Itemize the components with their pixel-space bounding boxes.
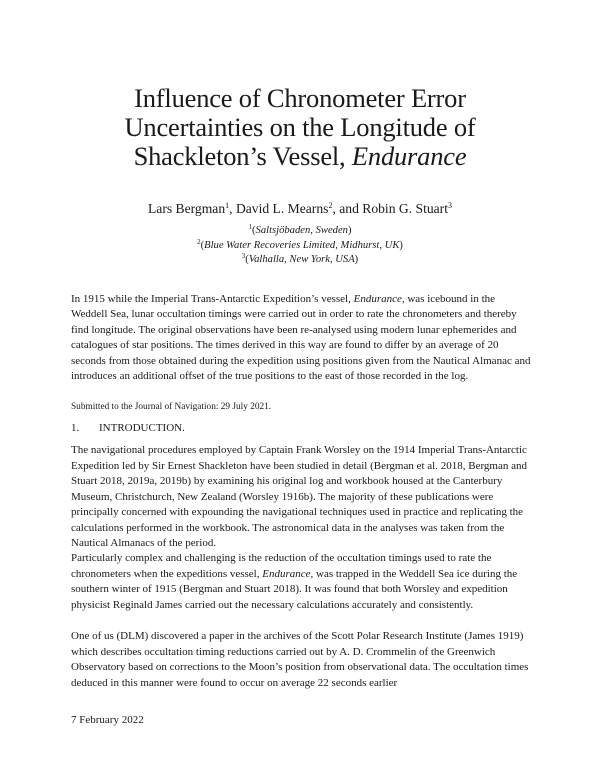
section-number: 1.: [71, 422, 80, 434]
author-2-mark: 2: [328, 201, 333, 210]
footer-date: 7 February 2022: [71, 714, 144, 726]
paren-open: (: [252, 225, 256, 236]
author-separator: ,: [229, 201, 236, 216]
abstract: [71, 292, 531, 384]
paren-open: (: [245, 254, 249, 265]
submission-note: Submitted to the Journal of Navigation: 29 July 2021.: [71, 402, 272, 412]
author-3: Robin G. Stuart: [362, 201, 448, 216]
affiliation-1: [60, 224, 540, 239]
paragraph-2-end: , was trapped in the Weddell Sea ice during the southern winter of 1915 (Bergman and Stuart 2018). It was found that both Worsley and expedition physicist Reginald James carried out the necessary calculations accurately and consistently.: [71, 567, 518, 611]
title-line-3-text: Shackleton’s Vessel,: [133, 141, 352, 171]
author-3-mark: 3: [447, 201, 452, 210]
paragraph-2: [71, 551, 531, 613]
paragraph-1: The navigational procedures employed by Captain Frank Worsley on the 1914 Imperial Trans-Antarctic Expedition led by Sir Ernest Shackleton have been studied in detail (Bergman et al. 2018, Bergman and Stuart 2018, 2019a, 2019b) by examining his original log and workbook housed at the Canterbury Museum, Christchurch, New Zealand (Worsley 1916b). The majority of these publications were principally concerned with expounding the navigational techniques used in practice and replicating the calculations performed in the workbook. The astronomical data in the analyses was taken from the Nautical Almanacs of the period.: [71, 444, 527, 549]
section-title: INTRODUCTION.: [99, 422, 185, 434]
title-line-1: Influence of Chronometer Error: [134, 83, 466, 113]
affiliations: [60, 224, 540, 268]
author-1-mark: 1: [225, 201, 230, 210]
author-2: David L. Mearns: [235, 201, 329, 216]
paren-open: (: [200, 239, 205, 251]
title-line-3: [60, 142, 540, 171]
affiliation-3: [60, 253, 540, 268]
vessel-name: Endurance: [353, 293, 402, 305]
paren-close: ): [354, 254, 359, 265]
affiliation-text: Blue Water Recoveries Limited, Midhurst, UK: [204, 239, 400, 251]
paren-close: ): [399, 239, 403, 251]
affiliation-mark: 3: [241, 252, 246, 260]
vessel-name: Endurance: [351, 141, 467, 171]
affiliation-mark: 2: [197, 237, 201, 246]
author-separator: , and: [332, 201, 363, 216]
section-heading: [71, 421, 185, 436]
affiliation-mark: 1: [248, 223, 253, 231]
abstract-text-end: , was icebound in the Weddell Sea, lunar occultation timings were carried out in order to rate the chronometers and thereby find longitude. The original observations have been re-analysed using modern lunar ephemerides and catalogues of star positions. The times derived in this way are found to differ by an average of 20 seconds from those obtained during the expedition using positions given from the Nautical Almanac and introduces an additional offset of the true positions to the east of those recorded in the log.: [71, 293, 531, 383]
paper-title: [60, 84, 540, 171]
paragraph-3: One of us (DLM) discovered a paper in the archives of the Scott Polar Research Institute (James 1919) which describes occultation timing reductions carried out by A. D. Crommelin of the Greenwich Observatory based on corrections to the Moon’s position from observational data. The occultation times deduced in this manner were found to occur on average 22 seconds earlier: [71, 630, 529, 689]
abstract-text-start: In 1915 while the Imperial Trans-Antarctic Expedition’s vessel,: [71, 293, 354, 305]
author-list: [60, 201, 540, 217]
affiliation-text: Valhalla, New York, USA: [248, 254, 355, 265]
vessel-name: Endurance: [262, 567, 311, 580]
affiliation-2: [60, 239, 540, 254]
affiliation-text: Saltsjöbaden, Sweden: [255, 225, 348, 236]
paren-close: ): [347, 225, 352, 236]
paragraph-2-start: Particularly complex and challenging is the reduction of the occultation timings used to rate the chronometers when the expeditions vessel,: [71, 552, 492, 580]
author-1: Lars Bergman: [148, 201, 226, 216]
title-line-2: Uncertainties on the Longitude of: [124, 112, 476, 142]
